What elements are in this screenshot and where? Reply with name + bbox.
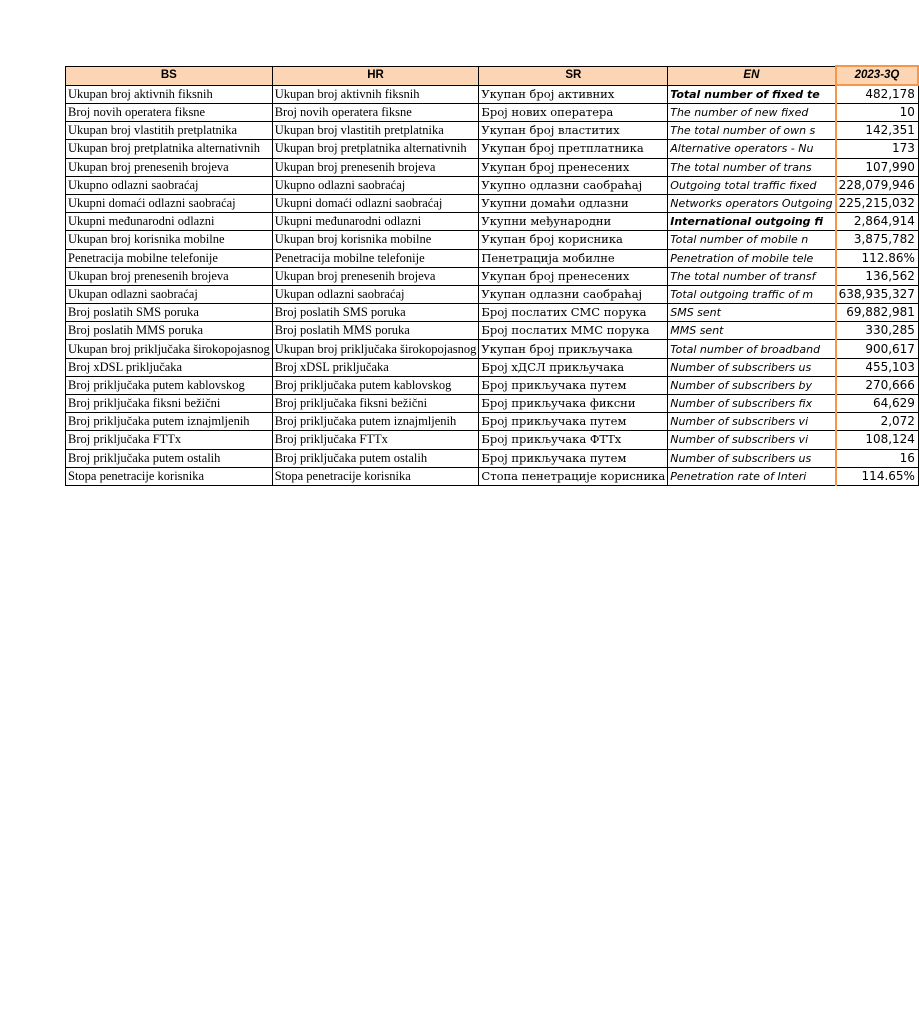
cell-en[interactable]: The total number of transf	[668, 267, 836, 285]
cell-sr[interactable]: Број прикључака путем	[479, 449, 668, 467]
cell-hr[interactable]: Ukupan broj aktivnih fiksnih	[272, 85, 479, 104]
cell-bs[interactable]: Ukupno odlazni saobraćaj	[66, 176, 273, 194]
cell-value[interactable]: 2,072	[836, 413, 919, 431]
cell-en[interactable]: Total number of mobile n	[668, 231, 836, 249]
cell-sr[interactable]: Укупни међународни	[479, 213, 668, 231]
cell-hr[interactable]: Broj xDSL priključaka	[272, 358, 479, 376]
cell-hr[interactable]: Penetracija mobilne telefonije	[272, 249, 479, 267]
cell-hr[interactable]: Ukupan broj vlastitih pretplatnika	[272, 122, 479, 140]
cell-value[interactable]: 112.86%	[836, 249, 919, 267]
cell-en[interactable]: Total number of fixed te	[668, 85, 836, 104]
cell-sr[interactable]: Број послатих СМС порука	[479, 304, 668, 322]
cell-value[interactable]: 107,990	[836, 158, 919, 176]
cell-sr[interactable]: Стопа пенетрације корисника	[479, 467, 668, 485]
cell-bs[interactable]: Ukupan broj vlastitih pretplatnika	[66, 122, 273, 140]
cell-bs[interactable]: Broj xDSL priključaka	[66, 358, 273, 376]
cell-hr[interactable]: Ukupni domaći odlazni saobraćaj	[272, 194, 479, 212]
header-bs[interactable]: BS	[66, 66, 273, 85]
cell-bs[interactable]: Stopa penetracije korisnika	[66, 467, 273, 485]
cell-value[interactable]: 638,935,327	[836, 285, 919, 303]
cell-bs[interactable]: Ukupan broj priključaka širokopojasnog	[66, 340, 273, 358]
cell-en[interactable]: Total number of broadband	[668, 340, 836, 358]
table-row	[66, 249, 919, 267]
cell-en[interactable]: Number of subscribers vi	[668, 413, 836, 431]
table-row	[66, 267, 919, 285]
table-row	[66, 176, 919, 194]
table-row	[66, 340, 919, 358]
cell-bs[interactable]: Ukupan broj pretplatnika alternativnih	[66, 140, 273, 158]
cell-bs[interactable]: Ukupni domaći odlazni saobraćaj	[66, 194, 273, 212]
cell-value[interactable]: 228,079,946	[836, 176, 919, 194]
cell-sr[interactable]: Укупан број пренесених	[479, 158, 668, 176]
cell-sr[interactable]: Укупан број пренесених	[479, 267, 668, 285]
cell-sr[interactable]: Пенетрација мобилне	[479, 249, 668, 267]
cell-value[interactable]: 16	[836, 449, 919, 467]
cell-bs[interactable]: Broj priključaka putem ostalih	[66, 449, 273, 467]
table-row	[66, 304, 919, 322]
cell-en[interactable]: Number of subscribers us	[668, 449, 836, 467]
cell-sr[interactable]: Број хДСЛ прикључака	[479, 358, 668, 376]
cell-en[interactable]: SMS sent	[668, 304, 836, 322]
cell-value[interactable]: 69,882,981	[836, 304, 919, 322]
cell-en[interactable]: Number of subscribers vi	[668, 431, 836, 449]
header-hr[interactable]: HR	[272, 66, 479, 85]
cell-value[interactable]: 330,285	[836, 322, 919, 340]
cell-sr[interactable]: Укупан број активних	[479, 85, 668, 104]
table-row	[66, 122, 919, 140]
cell-sr[interactable]: Укупан одлазни саобраћај	[479, 285, 668, 303]
cell-sr[interactable]: Укупан број претплатника	[479, 140, 668, 158]
cell-bs[interactable]: Ukupan broj korisnika mobilne	[66, 231, 273, 249]
cell-hr[interactable]: Ukupan broj priključaka širokopojasnog	[272, 340, 479, 358]
cell-en[interactable]: International outgoing fi	[668, 213, 836, 231]
table-row	[66, 376, 919, 394]
cell-hr[interactable]: Broj priključaka fiksni bežični	[272, 395, 479, 413]
header-row	[66, 66, 919, 85]
header-period[interactable]: 2023-3Q	[836, 66, 919, 85]
cell-value[interactable]: 900,617	[836, 340, 919, 358]
table-row	[66, 140, 919, 158]
cell-hr[interactable]: Broj poslatih SMS poruka	[272, 304, 479, 322]
cell-sr[interactable]: Укупно одлазни саобраћај	[479, 176, 668, 194]
table-row	[66, 413, 919, 431]
cell-en[interactable]: Total outgoing traffic of m	[668, 285, 836, 303]
cell-hr[interactable]: Broj priključaka FTTx	[272, 431, 479, 449]
cell-hr[interactable]: Broj priključaka putem kablovskog	[272, 376, 479, 394]
table-row	[66, 104, 919, 122]
cell-en[interactable]: Outgoing total traffic fixed	[668, 176, 836, 194]
cell-sr[interactable]: Број прикључака путем	[479, 413, 668, 431]
cell-bs[interactable]: Penetracija mobilne telefonije	[66, 249, 273, 267]
table-row	[66, 194, 919, 212]
table-row	[66, 213, 919, 231]
cell-en[interactable]: The total number of trans	[668, 158, 836, 176]
cell-value[interactable]: 142,351	[836, 122, 919, 140]
cell-sr[interactable]: Укупан број корисника	[479, 231, 668, 249]
cell-hr[interactable]: Ukupni međunarodni odlazni	[272, 213, 479, 231]
cell-value[interactable]: 136,562	[836, 267, 919, 285]
cell-sr[interactable]: Број нових оператера	[479, 104, 668, 122]
cell-hr[interactable]: Ukupan broj prenesenih brojeva	[272, 267, 479, 285]
table-row	[66, 231, 919, 249]
cell-en[interactable]: The total number of own s	[668, 122, 836, 140]
cell-en[interactable]: Number of subscribers us	[668, 358, 836, 376]
header-sr[interactable]: SR	[479, 66, 668, 85]
cell-value[interactable]: 455,103	[836, 358, 919, 376]
table-row	[66, 449, 919, 467]
cell-bs[interactable]: Broj priključaka fiksni bežični	[66, 395, 273, 413]
cell-bs[interactable]: Ukupan odlazni saobraćaj	[66, 285, 273, 303]
cell-value[interactable]: 2,864,914	[836, 213, 919, 231]
table-row	[66, 467, 919, 485]
cell-en[interactable]: Penetration of mobile tele	[668, 249, 836, 267]
cell-hr[interactable]: Ukupan broj prenesenih brojeva	[272, 158, 479, 176]
table-row	[66, 285, 919, 303]
cell-en[interactable]: The number of new fixed	[668, 104, 836, 122]
cell-bs[interactable]: Broj novih operatera fiksne	[66, 104, 273, 122]
cell-bs[interactable]: Ukupan broj prenesenih brojeva	[66, 267, 273, 285]
table-row	[66, 158, 919, 176]
cell-hr[interactable]: Broj priključaka putem iznajmljenih	[272, 413, 479, 431]
cell-bs[interactable]: Ukupan broj prenesenih brojeva	[66, 158, 273, 176]
table-body	[66, 85, 919, 485]
cell-value[interactable]: 270,666	[836, 376, 919, 394]
table-row	[66, 431, 919, 449]
cell-hr[interactable]: Ukupan broj korisnika mobilne	[272, 231, 479, 249]
cell-hr[interactable]: Ukupno odlazni saobraćaj	[272, 176, 479, 194]
cell-bs[interactable]: Broj poslatih SMS poruka	[66, 304, 273, 322]
cell-bs[interactable]: Ukupni međunarodni odlazni	[66, 213, 273, 231]
cell-value[interactable]: 108,124	[836, 431, 919, 449]
cell-value[interactable]: 114.65%	[836, 467, 919, 485]
table-row	[66, 395, 919, 413]
cell-hr[interactable]: Broj novih operatera fiksne	[272, 104, 479, 122]
cell-hr[interactable]: Ukupan odlazni saobraćaj	[272, 285, 479, 303]
table-row	[66, 358, 919, 376]
cell-value[interactable]: 3,875,782	[836, 231, 919, 249]
cell-bs[interactable]: Broj priključaka putem kablovskog	[66, 376, 273, 394]
header-en[interactable]: EN	[668, 66, 836, 85]
cell-en[interactable]: Penetration rate of Interi	[668, 467, 836, 485]
cell-en[interactable]: MMS sent	[668, 322, 836, 340]
cell-sr[interactable]: Укупан број властитих	[479, 122, 668, 140]
cell-sr[interactable]: Укупни домаћи одлазни	[479, 194, 668, 212]
table-row	[66, 85, 919, 104]
cell-bs[interactable]: Broj priključaka FTTx	[66, 431, 273, 449]
statistics-table	[65, 65, 919, 486]
cell-en[interactable]: Alternative operators - Nu	[668, 140, 836, 158]
cell-sr[interactable]: Број прикључака фиксни	[479, 395, 668, 413]
cell-value[interactable]: 225,215,032	[836, 194, 919, 212]
cell-sr[interactable]: Број прикључака ФТТх	[479, 431, 668, 449]
cell-value[interactable]: 482,178	[836, 85, 919, 104]
cell-hr[interactable]: Broj priključaka putem ostalih	[272, 449, 479, 467]
cell-sr[interactable]: Укупан број прикључака	[479, 340, 668, 358]
cell-hr[interactable]: Ukupan broj pretplatnika alternativnih	[272, 140, 479, 158]
cell-bs[interactable]: Broj priključaka putem iznajmljenih	[66, 413, 273, 431]
table-row	[66, 322, 919, 340]
cell-en[interactable]: Number of subscribers fix	[668, 395, 836, 413]
cell-value[interactable]: 10	[836, 104, 919, 122]
cell-bs[interactable]: Ukupan broj aktivnih fiksnih	[66, 85, 273, 104]
cell-value[interactable]: 64,629	[836, 395, 919, 413]
cell-value[interactable]: 173	[836, 140, 919, 158]
cell-hr[interactable]: Stopa penetracije korisnika	[272, 467, 479, 485]
cell-hr[interactable]: Broj poslatih MMS poruka	[272, 322, 479, 340]
cell-sr[interactable]: Број прикључака путем	[479, 376, 668, 394]
cell-sr[interactable]: Број послатих ММС порука	[479, 322, 668, 340]
cell-bs[interactable]: Broj poslatih MMS poruka	[66, 322, 273, 340]
cell-en[interactable]: Networks operators Outgoing	[668, 194, 836, 212]
cell-en[interactable]: Number of subscribers by	[668, 376, 836, 394]
